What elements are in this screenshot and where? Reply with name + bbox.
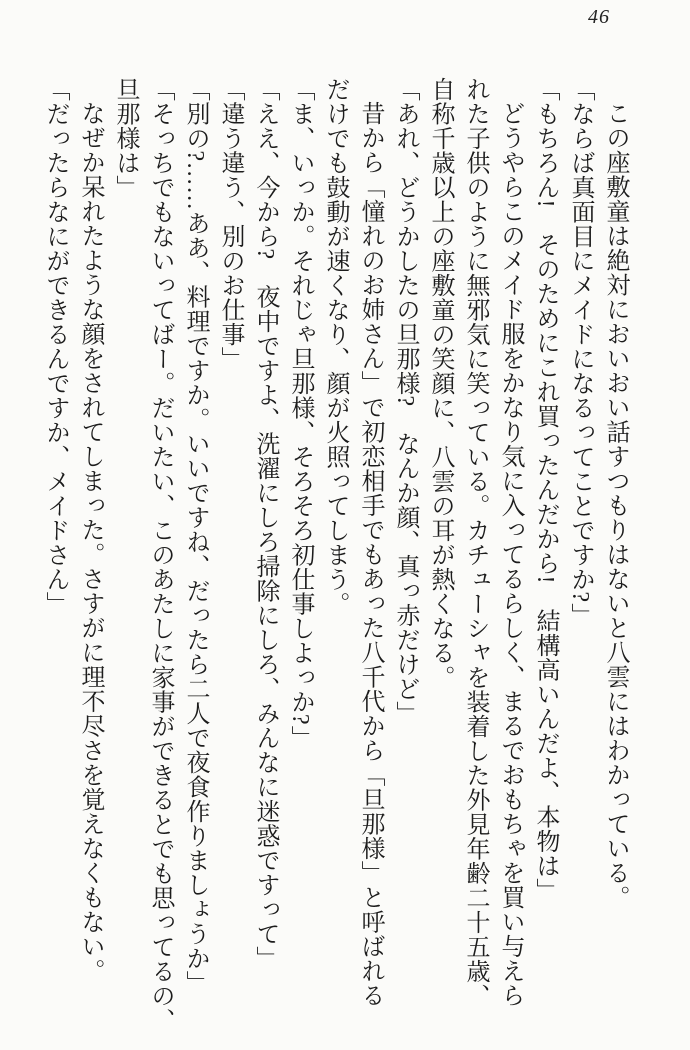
text-column: どうやらこのメイド服をかなり気に入ってるらしく、まるでおもちゃを買い与えら xyxy=(497,101,523,1008)
text-column: 「違う違う、別のお仕事」 xyxy=(217,77,243,371)
text-column: なぜか呆れたような顔をされてしまった。さすがに理不尽さを覚えなくもない。 xyxy=(77,101,103,983)
text-column: 「ええ、今から? 夜中ですよ、洗濯にしろ掃除にしろ、みんなに迷惑ですって」 xyxy=(252,77,278,971)
text-column: れた子供のように無邪気に笑っている。カチューシャを装着した外見年齢二十五歳、 xyxy=(462,77,488,1008)
text-column: 「もちろん! そのためにこれ買ったんだから! 結構高いんだよ、本物は」 xyxy=(532,77,558,903)
text-column: 「そっちでもないってばー。だいたい、このあたしに家事ができるとでも思ってるの、 xyxy=(147,77,173,1033)
text-column: 「ならば真面目にメイドになるってことですか?」 xyxy=(567,77,593,628)
text-column: 「ま、いっか。それじゃ旦那様、そろそろ初仕事しよっか?」 xyxy=(287,77,313,750)
text-column: 旦那様は」 xyxy=(112,77,138,200)
page-number: 46 xyxy=(588,6,610,28)
text-column: 「だったらなにができるんですか、メイドさん」 xyxy=(42,77,68,616)
text-column: 「あれ、どうかしたの旦那様? なんか顔、真っ赤だけど」 xyxy=(392,77,418,726)
text-column: だけでも鼓動が速くなり、顔が火照ってしまう。 xyxy=(322,77,348,616)
text-column: 「別の?……ああ、料理ですか。いいですね、だったら二人で夜食作りましょうか」 xyxy=(182,77,208,995)
text-column: 昔から「憧れのお姉さん」で初恋相手でもあった八千代から「旦那様」と呼ばれる xyxy=(357,101,383,1008)
text-column: この座敷童は絶対においおい話すつもりはないと八雲にはわかっている。 xyxy=(602,101,628,910)
text-column: 自称千歳以上の座敷童の笑顔に、八雲の耳が熱くなる。 xyxy=(427,77,453,690)
text-columns xyxy=(37,77,632,1042)
